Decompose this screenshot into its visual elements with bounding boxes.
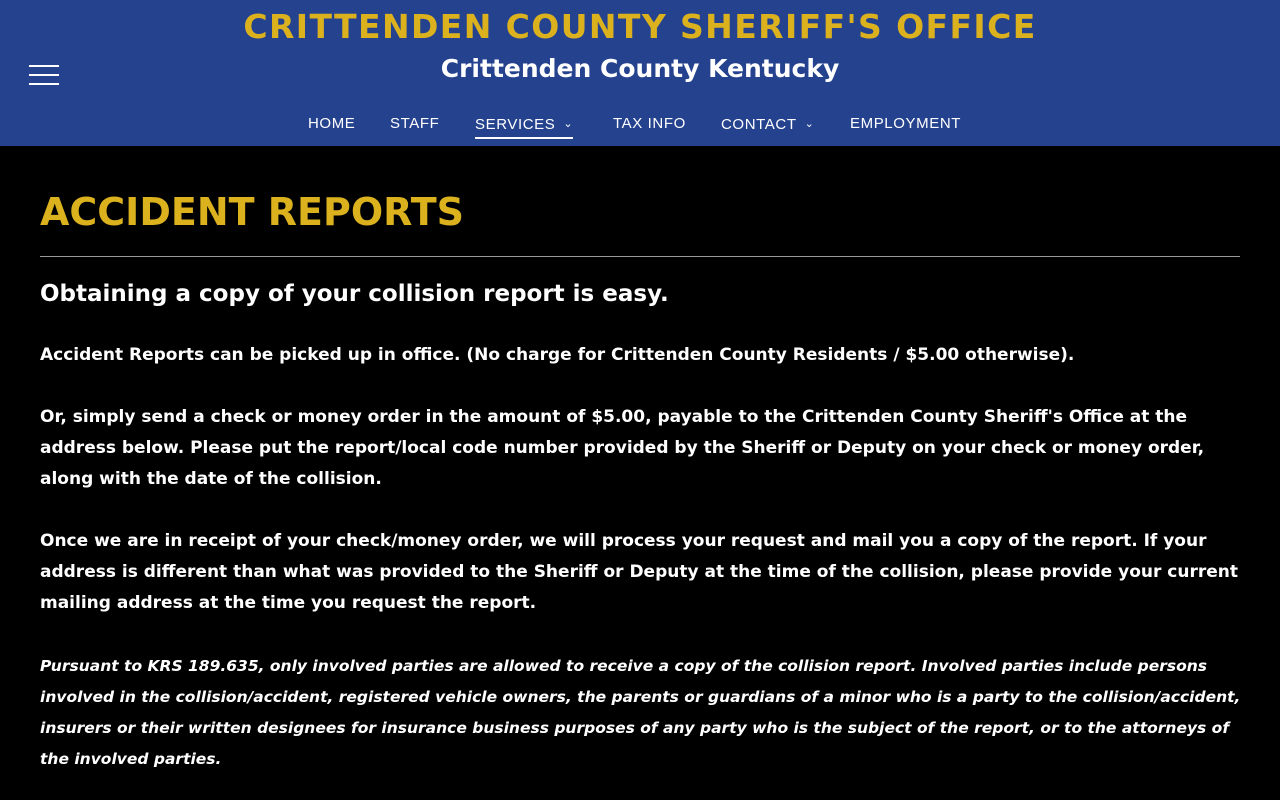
page-title: ACCIDENT REPORTS (40, 190, 464, 234)
paragraph-processing: Once we are in receipt of your check/money order, we will process your request and mail you a copy of the report. If your address is different than what was provided to the Sheriff or Deputy at the time of the collision, please provide your current mailing address at the time you request the report. (40, 531, 1239, 613)
paragraph-pickup: Accident Reports can be picked up in office. (No charge for Crittenden County Residents / $5.00 otherwise). (40, 345, 1075, 365)
legal-note: Pursuant to KRS 189.635, only involved parties are allowed to receive a copy of the collision report. Involved parties include persons involved in the collision/accident, registered vehicle owners, the parents or guardians of a minor who is a party to the collision/accident, insurers or their written designees for insurance business purposes of any party who is the subject of the report, or to the attorneys of the involved parties. (40, 657, 1241, 768)
main-nav (0, 113, 1280, 135)
nav-tax-info-label: TAX INFO (613, 115, 686, 132)
nav-contact[interactable] (721, 113, 814, 136)
site-header (0, 0, 1280, 146)
divider (40, 256, 1240, 257)
chevron-down-icon: ⌄ (563, 118, 574, 130)
nav-home[interactable] (308, 113, 355, 135)
nav-tax-info[interactable] (613, 113, 686, 135)
nav-employment-label: EMPLOYMENT (850, 115, 962, 132)
nav-services-label: SERVICES (475, 116, 556, 133)
site-subtitle: Crittenden County Kentucky (440, 54, 840, 83)
site-title[interactable]: CRITTENDEN COUNTY SHERIFF'S OFFICE (243, 7, 1037, 46)
nav-services[interactable] (475, 113, 573, 139)
nav-staff-label: STAFF (390, 115, 440, 132)
nav-employment[interactable] (850, 113, 961, 135)
chevron-down-icon: ⌄ (804, 118, 815, 130)
nav-home-label: HOME (308, 115, 356, 132)
nav-staff[interactable] (390, 113, 439, 135)
nav-contact-label: CONTACT (721, 116, 797, 133)
hamburger-menu-icon[interactable] (29, 65, 59, 85)
lead-heading: Obtaining a copy of your collision report is easy. (40, 281, 669, 307)
paragraph-mail: Or, simply send a check or money order in the amount of $5.00, payable to the Crittenden County Sheriff's Office at the address below. Please put the report/local code number provided by the Sheriff or Deputy on your check or money order, along with the date of the collision. (40, 407, 1205, 489)
